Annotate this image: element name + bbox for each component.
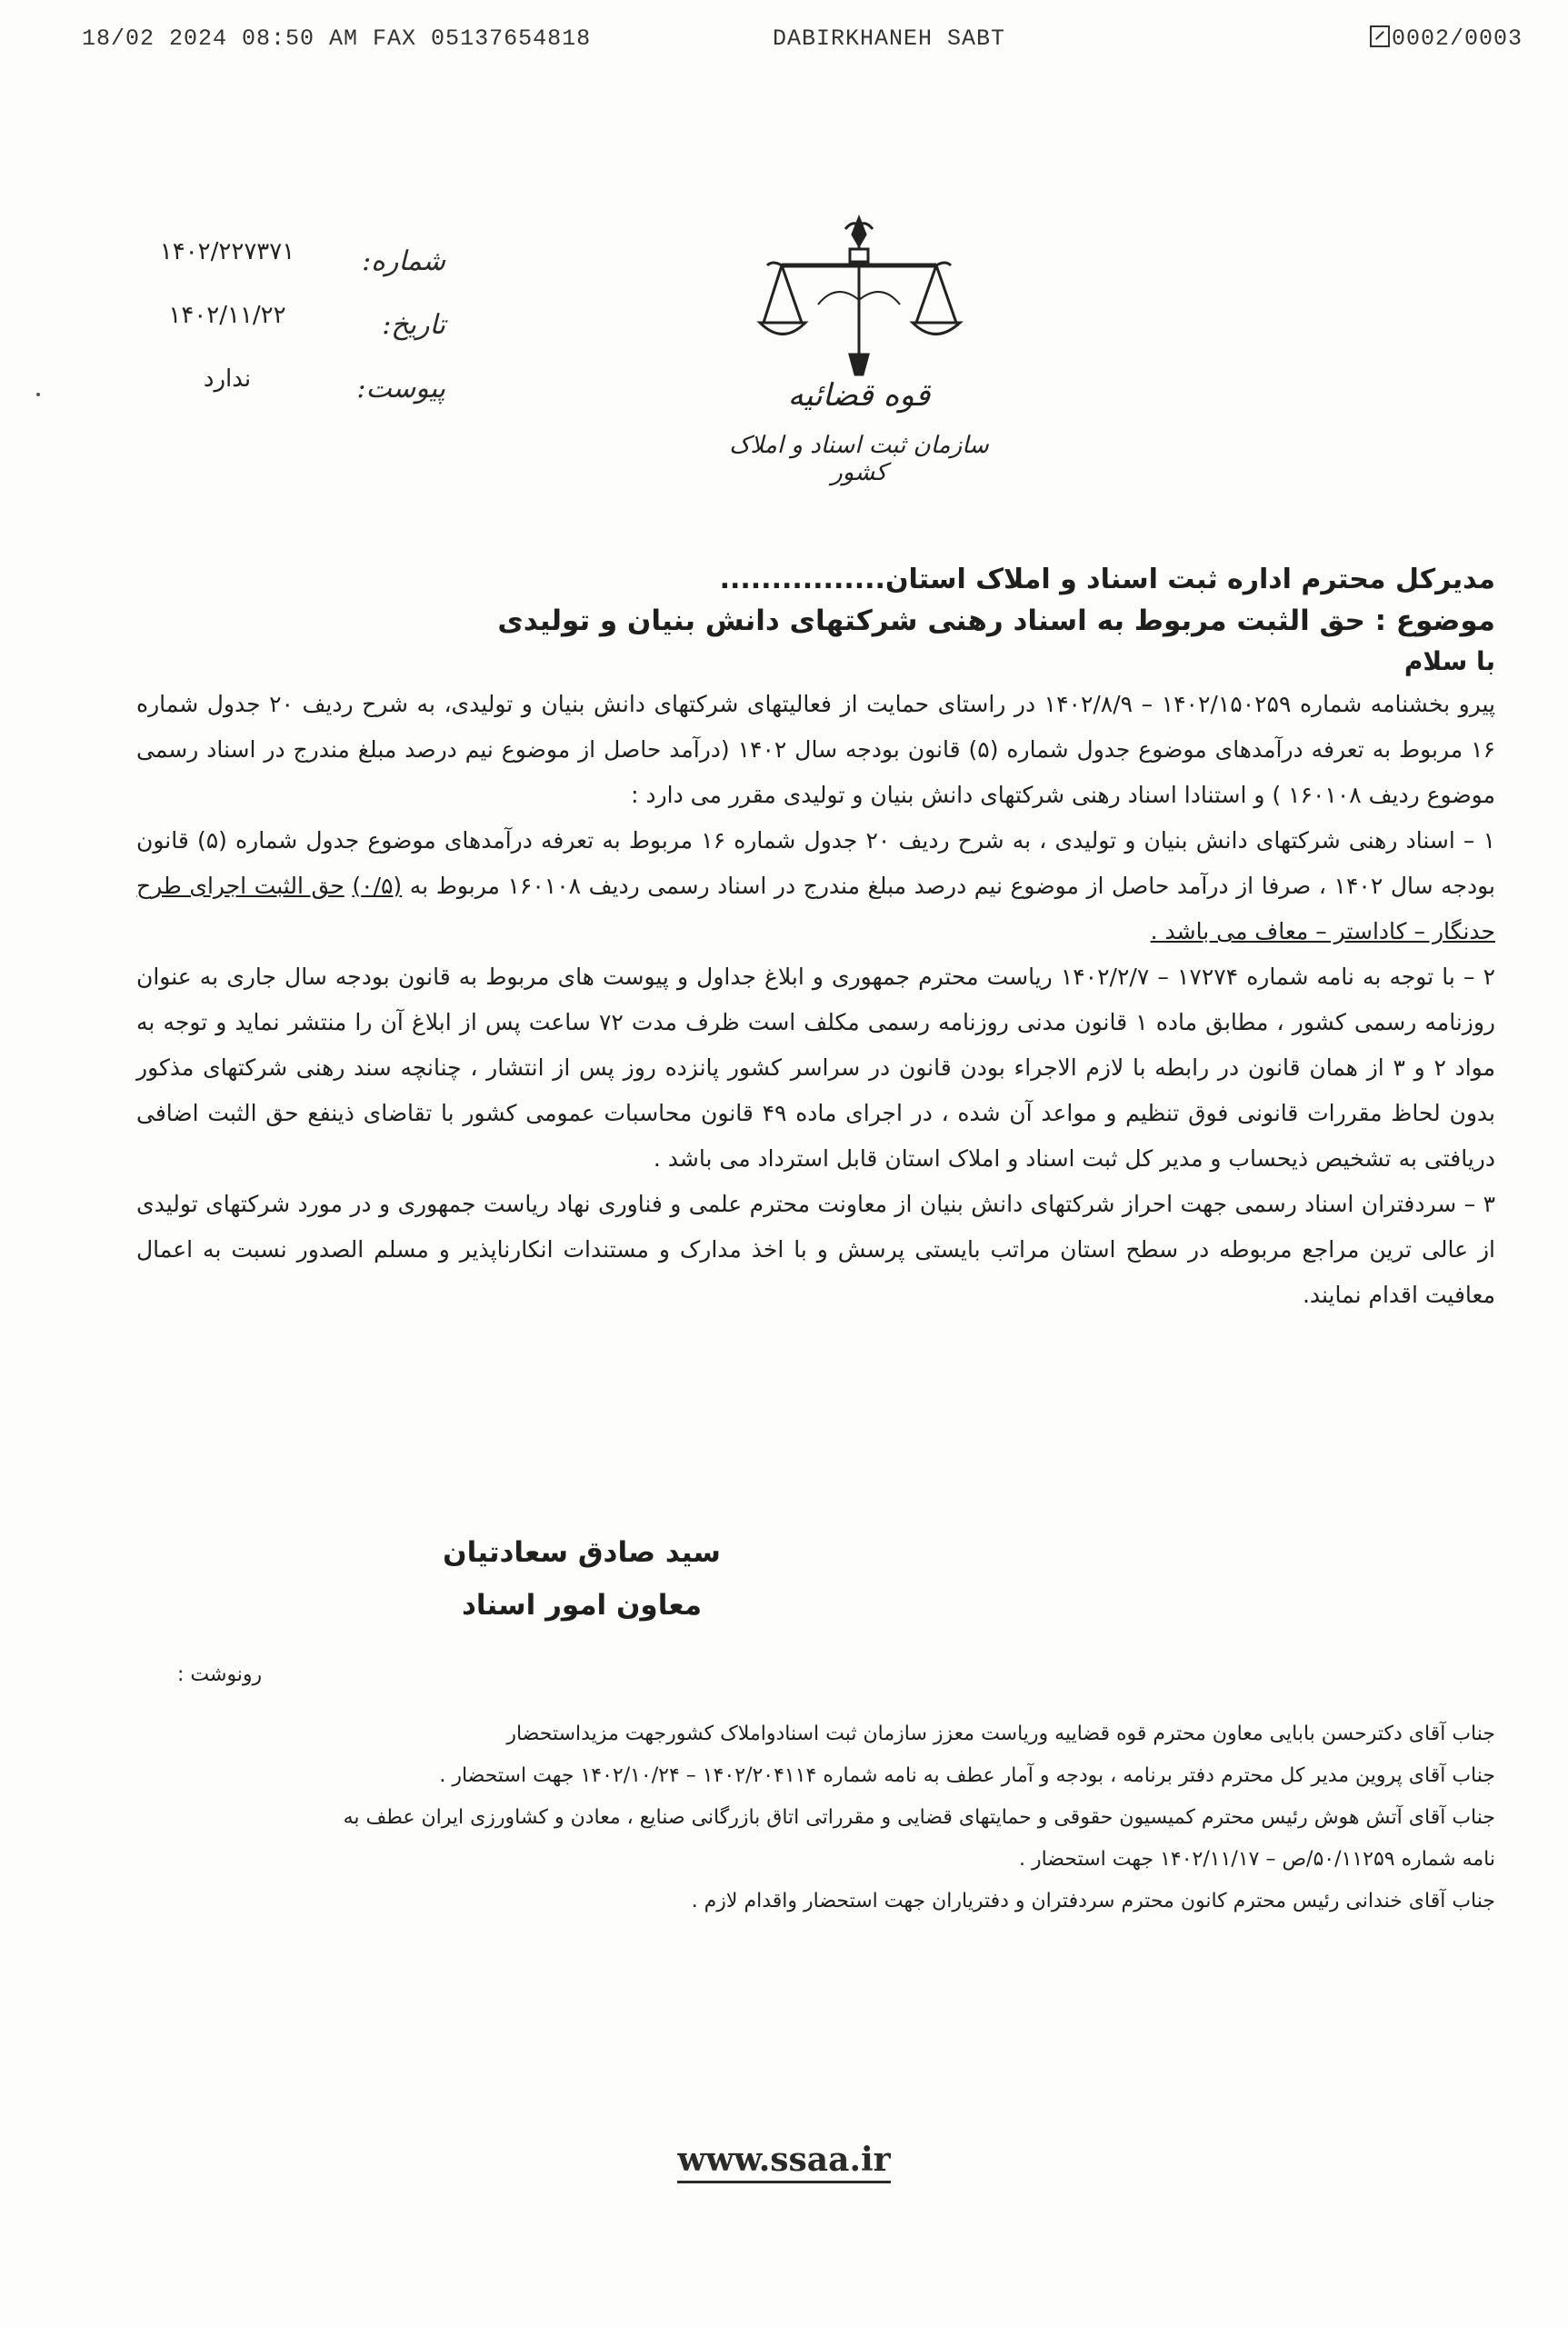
cc-list xyxy=(200,1713,1495,1923)
number-value: ۱۴۰۲/۲۲۷۳۷۱ xyxy=(159,238,295,265)
greeting: با سلام xyxy=(1403,646,1495,676)
scales-of-justice-icon xyxy=(754,209,964,382)
fax-page-number: 0002/0003 xyxy=(1391,25,1523,52)
signatory-name: سید صادق سعادتیان xyxy=(443,1536,721,1569)
scan-speck xyxy=(36,393,40,396)
paragraph-clause-1 xyxy=(136,818,1495,954)
cc-item: جناب آقای خندانی رئیس محترم کانون محترم سردفتران و دفتریاران جهت استحضار واقدام لازم . xyxy=(691,1890,1495,1913)
date-row xyxy=(136,302,445,373)
addressee: مدیرکل محترم اداره ثبت اسناد و املاک استان................ xyxy=(719,564,1495,595)
letter-subject: موضوع : حق الثبت مربوط به اسناد رهنی شرکتهای دانش بنیان و تولیدی xyxy=(497,604,1495,637)
date-label: تاریخ: xyxy=(382,309,445,341)
cc-item: جناب آقای پروین مدیر کل محترم دفتر برنامه ، بودجه و آمار عطف به نامه شماره ۱۴۰۲/۲۰۴۱۱۴ – ۱۴۰۲/۱۰/۲۴ جهت استحضار . xyxy=(439,1764,1495,1787)
number-row xyxy=(136,238,445,309)
fax-page-counter xyxy=(1370,25,1523,52)
clause-1-exemption: حق الثبت اجرای طرح حدنگار – کاداستر – معاف می باشد . xyxy=(136,873,1495,944)
letter-body xyxy=(136,564,1495,1318)
signatory-title: معاون امور اسناد xyxy=(461,1589,703,1622)
attachment-row xyxy=(136,365,445,436)
paragraph-clause-3: ۳ – سردفتران اسناد رسمی جهت احراز شرکتهای دانش بنیان از معاونت محترم علمی و فناوری نهاد ریاست جمهوری و در مورد شرکتهای تولیدی از عالی ترین مراجع مربوطه در سطح استان مراتب بایستی پرسش و با اخذ مدارک و مستندات انکارناپذیر و مسلم الصدور نسبت به اعمال معافیت اقدام نمایند. xyxy=(136,1191,1495,1308)
attachment-value: ندارد xyxy=(203,365,252,393)
date-value: ۱۴۰۲/۱۱/۲۲ xyxy=(168,302,286,329)
clause-1-percent: (۰/۵) xyxy=(352,873,403,899)
paragraph-clause-2: ۲ – با توجه به نامه شماره ۱۷۲۷۴ – ۱۴۰۲/۲/۷ ریاست محترم جمهوری و ابلاغ جداول و پیوست های مربوط به قانون بودجه سال جاری به عنوان روزنامه رسمی کشور ، مطابق ماده ۱ قانون مدنی روزنامه رسمی مکلف است ظرف مدت ۷۲ ساعت پس از ابلاغ آن را منتشر نماید و توجه به مواد ۲ و ۳ از همان قانون در رابطه با لازم الاجراء بودن قانون در سراسر کشور پانزده روز پس از انتشار ، چنانچه سند رهنی شرکتهای مذکور بدون لحاظ مقررات قانونی فوق تنظیم و مواعد آن شده ، در اجرای ماده ۴۹ قانون محاسبات عمومی کشور با تقاضای ذینفع حق الثبت اضافی دریافتی به تشخیص ذیحساب و مدیر کل ثبت اسناد و املاک استان قابل استرداد می باشد . xyxy=(136,964,1495,1172)
judiciary-name: قوه قضائیه xyxy=(787,377,931,414)
letter-metadata xyxy=(136,238,445,436)
signature-block xyxy=(436,1536,727,1622)
cc-item: نامه شماره ۵۰/۱۱۲۵۹/ص – ۱۴۰۲/۱۱/۱۷ جهت استحضار . xyxy=(1018,1848,1495,1871)
paragraph-intro: پیرو بخشنامه شماره ۱۴۰۲/۱۵۰۲۵۹ – ۱۴۰۲/۸/۹ در راستای حمایت از فعالیتهای شرکتهای دانش بنیان و تولیدی، به شرح ردیف ۲۰ جدول شماره ۱۶ مربوط به تعرفه درآمدهای موضوع جدول شماره (۵) قانون بودجه سال ۱۴۰۲ (درآمد حاصل از موضوع نیم درصد مبلغ مندرج در اسناد رسمی موضوع ردیف ۱۶۰۱۰۸ ) و استنادا اسناد رهنی شرکتهای دانش بنیان و تولیدی مقرر می دارد : xyxy=(136,691,1496,808)
fax-timestamp-line: 18/02 2024 08:50 AM FAX 05137654818 xyxy=(82,25,592,52)
attachment-label: پیوست: xyxy=(356,373,445,404)
fax-header xyxy=(82,25,1523,62)
organization-emblem xyxy=(718,209,1000,486)
website-url: www.ssaa.ir xyxy=(677,2141,890,2183)
number-label: شماره: xyxy=(362,245,445,277)
clause-1-text: ۱ – اسناد رهنی شرکتهای دانش بنیان و تولیدی ، به شرح ردیف ۲۰ جدول شماره ۱۶ مربوط به تعرفه درآمدهای موضوع جدول شماره (۵) قانون بودجه سال ۱۴۰۲ ، صرفا از درآمد حاصل از موضوع نیم درصد مبلغ مندرج در اسناد رسمی ردیف ۱۶۰۱۰۸ مربوط به xyxy=(136,827,1496,899)
footer-website xyxy=(0,2141,1568,2179)
page-icon xyxy=(1370,25,1390,47)
organization-name: سازمان ثبت اسناد و املاک کشور xyxy=(729,432,989,486)
cc-label: رونوشت : xyxy=(177,1663,263,1686)
fax-sender-name: DABIRKHANEH SABT xyxy=(773,25,1006,52)
cc-item: جناب آقای آتش هوش رئیس محترم کمیسیون حقوقی و حمایتهای قضایی و مقرراتی اتاق بازرگانی صنایع ، معادن و کشاورزی ایران عطف به xyxy=(343,1806,1495,1829)
cc-item: جناب آقای دکترحسن بابایی معاون محترم قوه قضاییه وریاست معزز سازمان ثبت اسنادواملاک کشورجهت مزیداستحضار xyxy=(506,1723,1495,1745)
